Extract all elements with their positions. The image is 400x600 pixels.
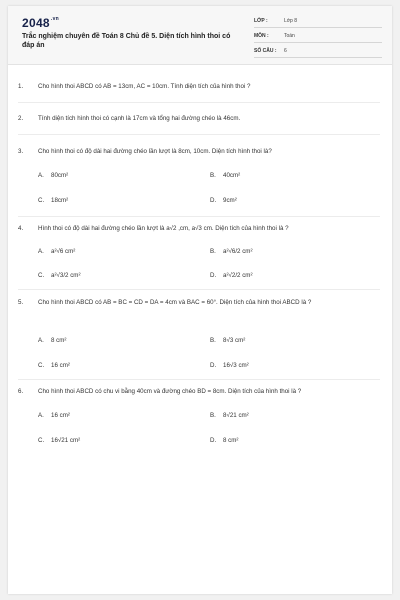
option-c[interactable] (38, 196, 68, 205)
divider (18, 134, 380, 135)
question-text: Cho hình thoi có độ dài hai đường chéo lần lượt là 8cm, 10cm. Diện tích hình thoi là? (38, 148, 272, 155)
option-text: a²√2/2 cm² (223, 272, 253, 279)
document-title: Trắc nghiệm chuyên đề Toán 8 Chủ đề 5. Diện tích hình thoi có đáp án (22, 33, 231, 49)
option-text: 16√3 cm² (223, 362, 249, 369)
option-a[interactable] (38, 171, 68, 180)
meta-subject-row (254, 31, 382, 43)
question-number: 4. (18, 225, 24, 232)
question-number: 6. (18, 388, 24, 395)
option-c[interactable] (38, 436, 80, 445)
option-letter: B. (210, 172, 216, 179)
option-text: 8 cm² (51, 337, 67, 344)
divider (18, 102, 380, 103)
option-letter: A. (38, 337, 44, 344)
option-letter: C. (38, 362, 45, 369)
logo-suffix: .vn (50, 16, 60, 22)
question-text: Hình thoi có độ dài hai đường chéo lần lượt là a√2 ,cm, a√3 cm. Diện tích của hình thoi là ? (38, 225, 289, 232)
subject-label: MÔN : (254, 33, 269, 39)
option-letter: D. (210, 362, 217, 369)
question-number: 2. (18, 115, 24, 122)
question-text: Cho hình thoi ABCD có chu vi bằng 40cm và đường chéo BD = 8cm. Diện tích của hình thoi là ? (38, 388, 302, 395)
option-c[interactable] (38, 361, 70, 370)
divider (18, 289, 380, 290)
option-letter: B. (210, 412, 216, 419)
option-letter: D. (210, 437, 217, 444)
option-text: 16 cm² (51, 362, 70, 369)
option-letter: D. (210, 197, 217, 204)
option-a[interactable] (38, 411, 70, 420)
option-letter: B. (210, 248, 216, 255)
option-letter: C. (38, 437, 45, 444)
question-number: 5. (18, 299, 24, 306)
option-letter: C. (38, 272, 45, 279)
option-a[interactable] (38, 336, 66, 345)
option-letter: D. (210, 272, 217, 279)
option-letter: A. (38, 412, 44, 419)
option-text: 9cm² (223, 197, 237, 204)
option-d[interactable] (210, 436, 238, 445)
option-b[interactable] (210, 247, 253, 256)
meta-count-row (254, 46, 382, 58)
option-text: 8 cm² (223, 437, 239, 444)
question-text: Tính diện tích hình thoi có cạnh là 17cm và tổng hai đường chéo là 46cm. (38, 115, 241, 122)
question-text: Cho hình thoi ABCD có AB = BC = CD = DA = 4cm và BAC = 60°. Diện tích của hình thoi ABCD là ? (38, 299, 312, 306)
option-letter: A. (38, 248, 44, 255)
option-b[interactable] (210, 411, 249, 420)
divider (18, 216, 380, 217)
logo-text: 2048 (22, 16, 50, 30)
option-letter: B. (210, 337, 216, 344)
option-d[interactable] (210, 361, 249, 370)
option-text: a²√6/2 cm² (223, 248, 253, 255)
option-text: 80cm² (51, 172, 69, 179)
option-a[interactable] (38, 247, 75, 256)
option-letter: A. (38, 172, 44, 179)
option-text: 8√21 cm² (223, 412, 249, 419)
worksheet-page (8, 6, 392, 594)
question-number: 3. (18, 148, 24, 155)
worksheet-header (8, 6, 392, 65)
grade-label: LỚP : (254, 18, 268, 24)
question-number: 1. (18, 83, 24, 90)
option-text: a²√3/2 cm² (51, 272, 81, 279)
option-text: 40cm² (223, 172, 241, 179)
question-text: Cho hình thoi ABCD có AB = 13cm, AC = 10cm. Tính diện tích của hình thoi ? (38, 83, 251, 90)
option-text: 16√21 cm² (51, 437, 81, 444)
option-text: a²√6 cm² (51, 248, 76, 255)
option-d[interactable] (210, 196, 237, 205)
option-text: 16 cm² (51, 412, 70, 419)
divider (18, 379, 380, 380)
question-count-value: 6 (284, 48, 287, 54)
option-c[interactable] (38, 271, 81, 280)
subject-value: Toán (284, 33, 295, 39)
option-letter: C. (38, 197, 45, 204)
site-logo[interactable] (22, 16, 59, 30)
grade-value: Lớp 8 (284, 18, 298, 24)
question-count-label: SỐ CÂU : (254, 48, 277, 54)
option-b[interactable] (210, 171, 240, 180)
meta-grade-row (254, 16, 382, 28)
option-text: 8√3 cm² (223, 337, 246, 344)
option-b[interactable] (210, 336, 245, 345)
option-d[interactable] (210, 271, 253, 280)
option-text: 18cm² (51, 197, 69, 204)
